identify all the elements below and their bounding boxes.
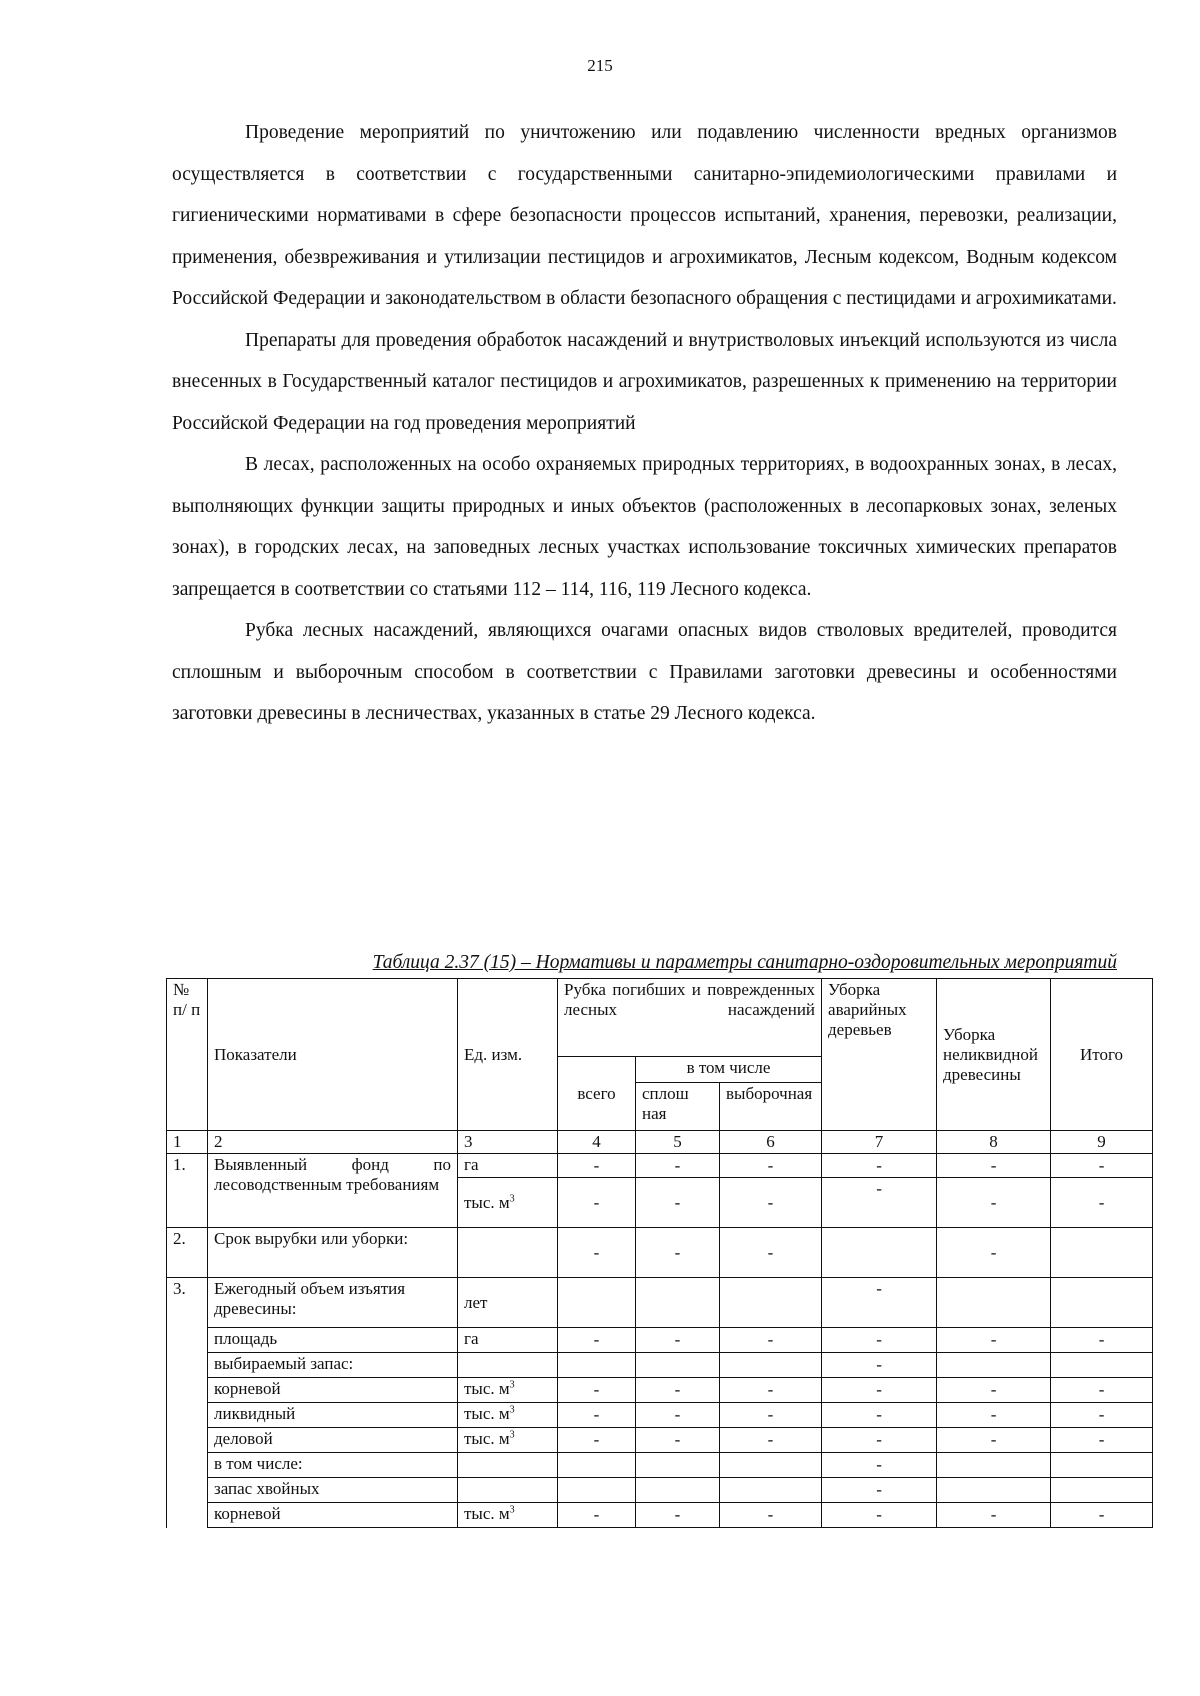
row-no bbox=[167, 1453, 208, 1478]
paragraph: В лесах, расположенных на особо охраняемых природных территориях, в водоохранных зонах, в лесах, выполняющих функции защиты природных и иных объектов (расположенных в лесопарковых зонах, зеленых зонах), в городских лесах, на заповедных лесных участках использование токсичных химических препаратов запрещается в соответствии со статьями 112 – 114, 116, 119 Лесного кодекса. bbox=[172, 454, 1117, 600]
row-label: Ежегодный объем изъятия древесины: bbox=[208, 1278, 458, 1328]
row-no: 2. bbox=[167, 1228, 208, 1278]
row-no bbox=[167, 1328, 208, 1353]
row-label: корневой bbox=[208, 1378, 458, 1403]
table-cell: - bbox=[720, 1154, 822, 1178]
unit-sup: 3 bbox=[509, 1429, 515, 1441]
row-unit bbox=[458, 1478, 558, 1503]
table-cell bbox=[720, 1353, 822, 1378]
row-unit: га bbox=[458, 1154, 558, 1178]
table-cell bbox=[720, 1453, 822, 1478]
table-cell: - bbox=[822, 1278, 937, 1328]
row-no bbox=[167, 1478, 208, 1503]
table-cell: - bbox=[558, 1228, 636, 1278]
table-cell: - bbox=[558, 1328, 636, 1353]
table-cell: - bbox=[720, 1403, 822, 1428]
col-number: 2 bbox=[208, 1131, 458, 1154]
table-cell: - bbox=[1051, 1328, 1153, 1353]
row-unit bbox=[458, 1353, 558, 1378]
table-cell bbox=[636, 1478, 720, 1503]
col-number: 4 bbox=[558, 1131, 636, 1154]
unit-sup: 3 bbox=[509, 1504, 515, 1516]
table-cell: - bbox=[1051, 1154, 1153, 1178]
unit-text: тыс. м bbox=[464, 1504, 510, 1523]
table-cell: - bbox=[636, 1403, 720, 1428]
table-cell bbox=[937, 1453, 1051, 1478]
unit-text: тыс. м bbox=[464, 1429, 510, 1448]
table-cell bbox=[822, 1228, 937, 1278]
table-cell bbox=[558, 1278, 636, 1328]
col-number: 1 bbox=[167, 1131, 208, 1154]
table-cell: - bbox=[937, 1403, 1051, 1428]
header-felling: Рубка погибших и поврежденных лесных насаждений bbox=[558, 979, 822, 1057]
table-cell: - bbox=[636, 1228, 720, 1278]
table-cell: - bbox=[636, 1178, 720, 1228]
table-cell bbox=[720, 1478, 822, 1503]
table-cell: - bbox=[1051, 1178, 1153, 1228]
header-emergency: Уборка аварийных деревьев bbox=[822, 979, 937, 1131]
table-cell: - bbox=[558, 1428, 636, 1453]
row-label: деловой bbox=[208, 1428, 458, 1453]
row-label: выбираемый запас: bbox=[208, 1353, 458, 1378]
table-cell bbox=[1051, 1353, 1153, 1378]
table-cell: - bbox=[558, 1403, 636, 1428]
col-number: 5 bbox=[636, 1131, 720, 1154]
row-no bbox=[167, 1503, 208, 1528]
row-label: ликвидный bbox=[208, 1403, 458, 1428]
table-cell: - bbox=[558, 1378, 636, 1403]
table-cell: - bbox=[937, 1154, 1051, 1178]
table-cell bbox=[558, 1478, 636, 1503]
norms-table bbox=[166, 978, 1153, 1528]
col-number: 3 bbox=[458, 1131, 558, 1154]
row-label: площадь bbox=[208, 1328, 458, 1353]
col-number: 9 bbox=[1051, 1131, 1153, 1154]
header-total: всего bbox=[558, 1057, 636, 1131]
table-cell: - bbox=[636, 1428, 720, 1453]
table-cell bbox=[1051, 1478, 1153, 1503]
col-number: 7 bbox=[822, 1131, 937, 1154]
table-cell: - bbox=[937, 1228, 1051, 1278]
table-cell: - bbox=[720, 1228, 822, 1278]
row-unit bbox=[458, 1453, 558, 1478]
table-cell: - bbox=[720, 1428, 822, 1453]
table-cell: - bbox=[937, 1503, 1051, 1528]
table-cell bbox=[1051, 1278, 1153, 1328]
table-cell: - bbox=[822, 1453, 937, 1478]
table-cell: - bbox=[1051, 1503, 1153, 1528]
row-label: Выявленный фонд по лесоводственным требованиям bbox=[208, 1154, 458, 1228]
unit-text: тыс. м bbox=[464, 1192, 510, 1212]
row-no bbox=[167, 1378, 208, 1403]
table-cell bbox=[937, 1278, 1051, 1328]
row-label: корневой bbox=[208, 1503, 458, 1528]
table-cell: - bbox=[1051, 1428, 1153, 1453]
table-cell bbox=[558, 1353, 636, 1378]
unit-sup: 3 bbox=[509, 1192, 515, 1204]
paragraph: Препараты для проведения обработок насаждений и внутристволовых инъекций используются из числа внесенных в Государственный каталог пестицидов и агрохимикатов, разрешенных к применению на территории Российской Федерации на год проведения мероприятий bbox=[172, 329, 1117, 434]
table-cell: - bbox=[937, 1178, 1051, 1228]
row-label: Срок вырубки или уборки: bbox=[208, 1228, 458, 1278]
paragraph: Рубка лесных насаждений, являющихся очагами опасных видов стволовых вредителей, проводится сплошным и выборочным способом в соответствии с Правилами заготовки древесины и особенностями заготовки древесины в лесничествах, указанных в статье 29 Лесного кодекса. bbox=[172, 620, 1117, 724]
row-no bbox=[167, 1353, 208, 1378]
table-cell: - bbox=[937, 1428, 1051, 1453]
header-no: № п/ п bbox=[167, 979, 208, 1131]
row-unit bbox=[458, 1228, 558, 1278]
row-unit: лет bbox=[458, 1278, 558, 1328]
table-cell: - bbox=[636, 1378, 720, 1403]
unit-text: тыс. м bbox=[464, 1404, 510, 1423]
table-cell: - bbox=[822, 1154, 937, 1178]
table-cell: - bbox=[720, 1328, 822, 1353]
table-cell: - bbox=[822, 1328, 937, 1353]
unit-text: тыс. м bbox=[464, 1379, 510, 1398]
row-no bbox=[167, 1428, 208, 1453]
col-number: 8 bbox=[937, 1131, 1051, 1154]
row-no: 3. bbox=[167, 1278, 208, 1328]
table-cell: - bbox=[636, 1503, 720, 1528]
header-including: в том числе bbox=[636, 1057, 822, 1083]
table-cell: - bbox=[822, 1478, 937, 1503]
table-cell: - bbox=[1051, 1403, 1153, 1428]
unit-sup: 3 bbox=[509, 1404, 515, 1416]
table-cell: - bbox=[558, 1178, 636, 1228]
table-cell: - bbox=[822, 1403, 937, 1428]
table-cell bbox=[720, 1278, 822, 1328]
paragraph: Проведение мероприятий по уничтожению или подавлению численности вредных организмов осуществляется в соответствии с государственными санитарно-эпидемиологическими правилами и гигиеническими нормативами в сфере безопасности процессов испытаний, хранения, перевозки, реализации, применения, обезвреживания и утилизации пестицидов и агрохимикатов, Лесным кодексом, Водным кодексом Российской Федерации и законодательством в области безопасного обращения с пестицидами и агрохимикатами. bbox=[172, 122, 1117, 309]
table-cell: - bbox=[822, 1378, 937, 1403]
table-cell: - bbox=[822, 1353, 937, 1378]
table-cell: - bbox=[1051, 1378, 1153, 1403]
unit-sup: 3 bbox=[509, 1379, 515, 1391]
table-cell: - bbox=[720, 1178, 822, 1228]
row-label: в том числе: bbox=[208, 1453, 458, 1478]
header-illiquid: Уборка неликвидной древесины bbox=[937, 979, 1051, 1131]
table-cell bbox=[636, 1453, 720, 1478]
table-cell bbox=[937, 1478, 1051, 1503]
table-cell bbox=[1051, 1453, 1153, 1478]
table-cell: - bbox=[558, 1503, 636, 1528]
table-cell: - bbox=[822, 1178, 937, 1228]
header-indicator: Показатели bbox=[208, 979, 458, 1131]
header-clear: сплош ная bbox=[636, 1083, 720, 1131]
table-cell: - bbox=[937, 1378, 1051, 1403]
row-unit: га bbox=[458, 1328, 558, 1353]
table-cell bbox=[558, 1453, 636, 1478]
table-cell: - bbox=[822, 1503, 937, 1528]
table-cell: - bbox=[636, 1328, 720, 1353]
row-unit bbox=[458, 1503, 558, 1528]
table-cell: - bbox=[720, 1378, 822, 1403]
table-cell bbox=[937, 1353, 1051, 1378]
body-text bbox=[172, 112, 1117, 735]
col-number: 6 bbox=[720, 1131, 822, 1154]
row-no: 1. bbox=[167, 1154, 208, 1228]
table-cell: - bbox=[822, 1428, 937, 1453]
table-cell: - bbox=[937, 1328, 1051, 1353]
table-cell bbox=[1051, 1228, 1153, 1278]
table-cell bbox=[636, 1353, 720, 1378]
header-unit: Ед. изм. bbox=[458, 979, 558, 1131]
row-no bbox=[167, 1403, 208, 1428]
table-cell: - bbox=[558, 1154, 636, 1178]
table-cell bbox=[636, 1278, 720, 1328]
table-caption: Таблица 2.37 (15) – Нормативы и параметры санитарно-оздоровительных мероприятий bbox=[372, 952, 1117, 973]
row-unit bbox=[458, 1178, 558, 1228]
header-selective: выборочная bbox=[720, 1083, 822, 1131]
table-cell: - bbox=[720, 1503, 822, 1528]
header-sum: Итого bbox=[1051, 979, 1153, 1131]
page-number: 215 bbox=[587, 56, 613, 75]
row-unit bbox=[458, 1378, 558, 1403]
row-unit bbox=[458, 1403, 558, 1428]
row-label: запас хвойных bbox=[208, 1478, 458, 1503]
table-cell: - bbox=[636, 1154, 720, 1178]
row-unit bbox=[458, 1428, 558, 1453]
